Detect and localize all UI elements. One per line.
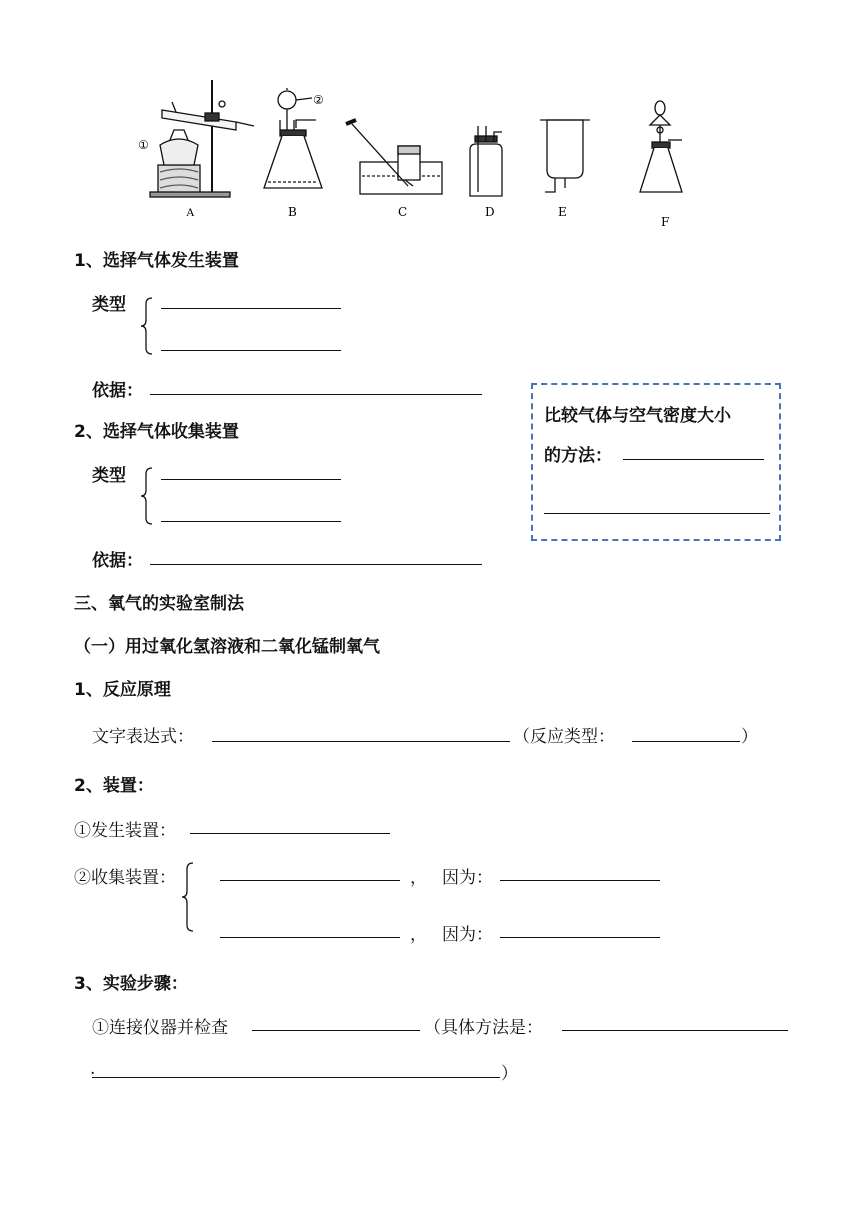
- section3-sub: （一）用过氧化氢溶液和二氧化锰制氧气: [74, 637, 380, 657]
- label-e: E: [558, 205, 567, 219]
- box-blank-2[interactable]: [544, 513, 770, 514]
- method-blank-2[interactable]: [92, 1077, 500, 1078]
- col-blank-2[interactable]: [220, 937, 400, 938]
- label-d: D: [485, 205, 495, 219]
- principle-heading: 1、反应原理: [74, 680, 171, 700]
- type-close: ）: [741, 727, 758, 747]
- reason-blank-2[interactable]: [500, 937, 660, 938]
- basis-blank-2[interactable]: [150, 564, 482, 565]
- brace-icon: [140, 297, 156, 355]
- reaction-type-blank[interactable]: [632, 741, 740, 742]
- step1-blank[interactable]: [252, 1030, 420, 1031]
- step1-close: ）: [501, 1064, 518, 1084]
- step1-text: ①连接仪器并检查: [92, 1018, 228, 1038]
- basis-blank-1[interactable]: [150, 394, 482, 395]
- col-blank-1[interactable]: [220, 880, 400, 881]
- reason-blank-1[interactable]: [500, 880, 660, 881]
- type-blank-1[interactable]: [161, 308, 341, 309]
- marker-2: ②: [313, 93, 324, 107]
- because-2: 因为：: [442, 925, 493, 945]
- box-blank-1[interactable]: [623, 459, 764, 460]
- apparatus-d: [470, 126, 502, 196]
- expr-label: 文字表达式：: [92, 727, 194, 747]
- apparatus-e: [540, 120, 590, 192]
- type-blank-2[interactable]: [161, 350, 341, 351]
- step1-open: （具体方法是：: [424, 1018, 543, 1038]
- step1-dot: .: [90, 1059, 96, 1079]
- label-c: C: [398, 205, 408, 219]
- method-blank-1[interactable]: [562, 1030, 788, 1031]
- because-1: 因为：: [442, 868, 493, 888]
- section1-type-label: 类型: [92, 295, 126, 315]
- apparatus-f: [640, 101, 682, 192]
- comma-2: ，: [410, 925, 427, 945]
- box-line1: 比较气体与空气密度大小: [544, 406, 731, 426]
- brace-icon: [181, 862, 197, 932]
- type-open: （反应类型：: [513, 727, 615, 747]
- apparatus-c: [346, 120, 442, 194]
- section3-heading: 三、氧气的实验室制法: [74, 594, 244, 614]
- expr-blank[interactable]: [212, 741, 510, 742]
- label-a: A: [186, 205, 195, 219]
- apparatus-heading: 2、装置：: [74, 776, 154, 796]
- apparatus-a: [150, 80, 254, 197]
- steps-heading: 3、实验步骤：: [74, 974, 188, 994]
- gen-label: ①发生装置：: [74, 821, 176, 841]
- apparatus-figure: [0, 0, 860, 240]
- type-blank-3[interactable]: [161, 479, 341, 480]
- label-b: B: [288, 205, 297, 219]
- section2-basis-label: 依据：: [92, 551, 143, 571]
- label-f: F: [661, 215, 670, 229]
- section2-heading: 2、选择气体收集装置: [74, 422, 239, 442]
- section2-type-label: 类型: [92, 466, 126, 486]
- gen-blank[interactable]: [190, 833, 390, 834]
- section1-heading: 1、选择气体发生装置: [74, 251, 239, 271]
- marker-1: ①: [138, 138, 149, 152]
- type-blank-4[interactable]: [161, 521, 341, 522]
- col-label: ②收集装置：: [74, 868, 176, 888]
- comma-1: ，: [410, 868, 427, 888]
- box-line2: 的方法：: [544, 446, 612, 466]
- section1-basis-label: 依据：: [92, 381, 143, 401]
- brace-icon: [140, 467, 156, 525]
